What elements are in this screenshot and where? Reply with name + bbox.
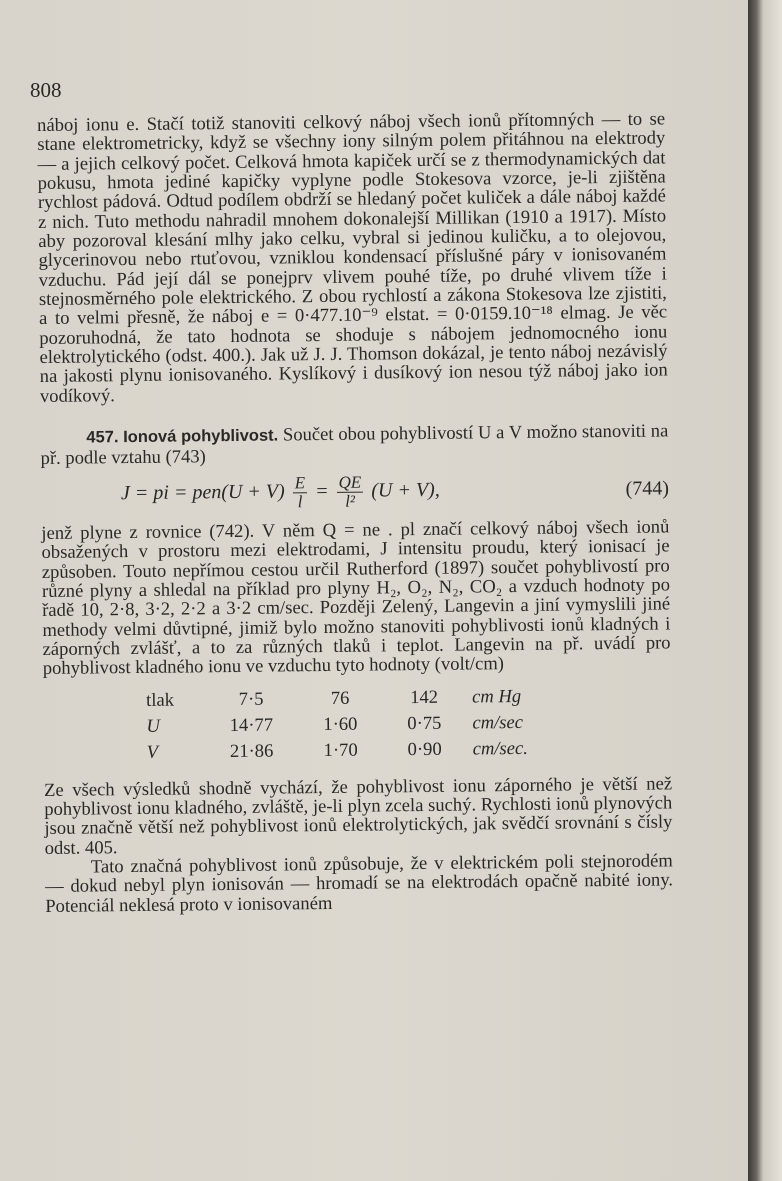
equation-number: (744) (625, 477, 670, 501)
equation-744 (41, 461, 670, 524)
paragraph-5: Tato značná pohyblivost ionů způsobuje, že v elektrickém poli stejnorodém — dokud nebyl plyn ionisován — hromadí se na elektrodách opačně nabité iony. Potenciál neklesá proto v ionisovaném (44, 850, 674, 917)
row-label: V (146, 741, 159, 763)
paragraph-2-text: Součet obou pohyblivostí U a V možno stanoviti na př. podle vztahu (743) (40, 420, 669, 469)
unit-cell: cm/sec (472, 711, 524, 734)
book-spine-edge (748, 0, 782, 1181)
equation-fraction-1 (293, 475, 308, 512)
fraction-2-numerator: QE (336, 474, 363, 493)
page-number: 808 (30, 78, 62, 102)
section-heading: 457. Ionová pohyblivost. (86, 426, 279, 447)
unit-cell: cm Hg (471, 685, 522, 708)
table-cell: 21·86 (229, 740, 274, 762)
paragraph-4: Ze všech výsledků shodně vychází, že pohyblivost ionu záporného je větší než pohyblivost ionu kladného, zvláště, je-li plyn zcela suchý. Rychlosti ionů plynových jsou značně větší než pohyblivost ionů elektrolytických, jak svědčí srovnání s čísly odst. 405. (43, 772, 673, 859)
row-label: U (146, 715, 160, 737)
mobility-table (146, 683, 573, 765)
paragraph-2 (40, 422, 668, 468)
table-cell: 0·90 (407, 738, 442, 761)
table-cell: 76 (330, 687, 350, 709)
table-cell: 142 (410, 686, 439, 709)
equation-lhs: J = pi = pen(U + V) (120, 480, 285, 505)
table-cell: 7·5 (238, 688, 264, 710)
fraction-1-numerator: E (293, 475, 308, 494)
equation-rhs: (U + V), (371, 479, 440, 502)
fraction-2-denominator: l² (345, 492, 356, 512)
paragraph-1: náboj ionu e. Stačí totiž stanoviti celkový náboj všech ionů přítomných — to se stane elektrometricky, když se všechny iony silným polem přitáhnou na elektrody — a jejich celkový počet. Celková hmota kapiček určí se z thermodynamických dat pokusu, hmota jediné kapičky vyplyne podle Stokesova vzorce, je-li zjištěna rychlost pádová. Odtud podílem obdrží se hledaný počet kuliček a dále náboj každé z nich. Tuto methodu nahradil mnohem dokonalejší Millikan (1910 a 1917). Místo aby pozoroval klesání mlhy jako celku, vybral si jedinou kuličku, a to olejovou, glycerinovou nebo rtuťovou, vzniklou kondensací příslušné páry v ionisovaném vzduchu. Pád její dál se ponejprv vlivem pouhé tíže, po druhé vlivem tíže i stejnosměrného pole elektrického. Z obou rychlostí a zákona Stokesova lze zjistiti, a to velmi přesně, že náboj e = 0·477.10⁻⁹ elstat. = 0·0159.10⁻¹⁸ elmag. Je věc pozoruhodná, že tato hodnota se shoduje s nábojem jednomocného ionu elektrolytického (odst. 400.). Jak už J. J. Thomson dokázal, je tento náboj nezávislý na jakosti plynu ionisovaného. Kyslíkový i dusíkový ion nesou týž náboj jako ion vodíkový. (36, 108, 668, 407)
table-cell: 1·60 (323, 713, 358, 735)
paragraph-3: jenž plyne z rovnice (742). V něm Q = ne . pl značí celkový náboj všech ionů obsažených v prostoru mezi elektrodami, J intensitu proudu, který ionisací je způsoben. Touto nepřímou cestou určil Rutherford (1897) součet pohyblivostí pro různé plyny a shledal na příklad pro plyny H₂, O₂, N₂, CO₂ a vzduch hodnoty po řadě 10, 2·8, 3·2, 2·2 a 3·2 cm/sec. Později Zelený, Langevin a jiní vymyslili jiné methody velmi důvtipné, jimiž bylo možno stanoviti pohyblivosti ionů kladných i záporných zvlášť, a to za různých tlaků i teplot. Langevin na př. uvádí pro pohyblivost kladného ionu ve vzduchu tyto hodnoty (volt/cm) (41, 516, 671, 680)
table-cell: 0·75 (407, 712, 442, 735)
fraction-1-denominator: l (297, 492, 303, 512)
table-cell: 1·70 (323, 739, 358, 761)
equation-body: J = pi = pen(U + V) $\frac{E}{l}$ = $\frac{QE}{\text{l²}}$ (U + V), (120, 472, 440, 512)
row-label: tlak (146, 689, 175, 711)
table-row (147, 735, 573, 765)
unit-cell: cm/sec. (472, 737, 529, 760)
table-cell: 14·77 (229, 714, 274, 736)
page-text (37, 109, 673, 916)
equation-fraction-2 (336, 474, 363, 511)
